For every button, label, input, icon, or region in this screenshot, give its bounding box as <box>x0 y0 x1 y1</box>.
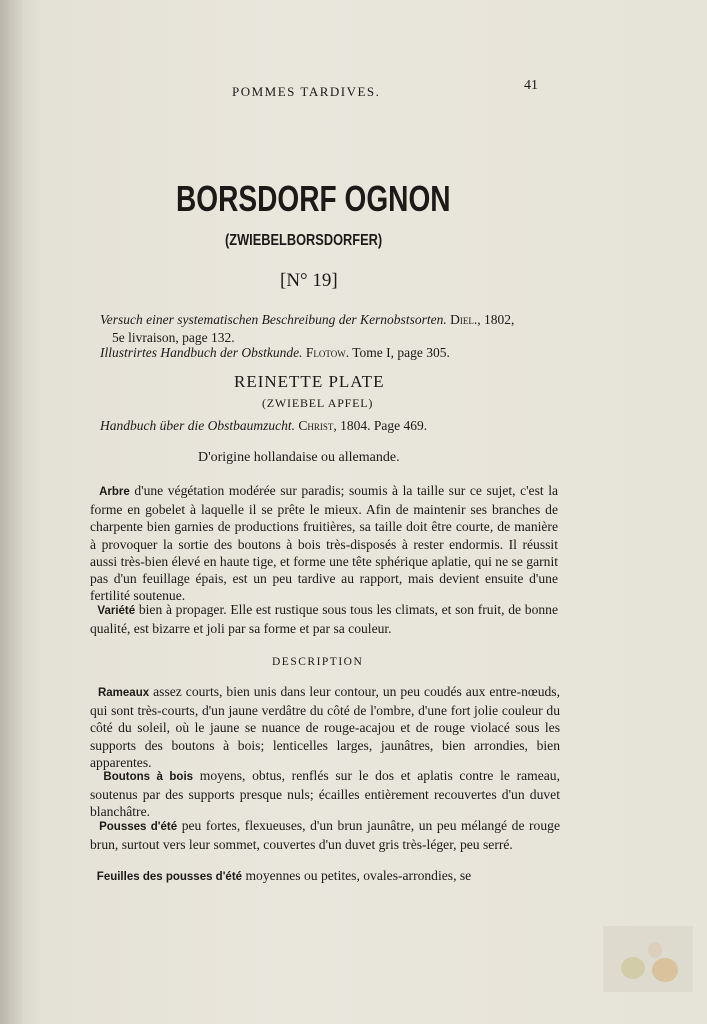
synonym-reference <box>100 418 427 434</box>
paragraph-variete <box>90 601 558 637</box>
paragraph-text: moyennes ou petites, ovales-arrondies, se <box>242 868 472 883</box>
running-head: POMMES TARDIVES. <box>232 84 381 99</box>
paragraph-text: assez courts, bien unis dans leur contour, un peu coudés aux entre-nœuds, qui sont très-courts, d'un jaune verdâtre du côté de l'ombre, d'une fort jolie couleur du côté du soleil, où le jaune se nuance de rouge-acajou et de rouge violacé sous les supports des boutons à bois; lenticelles larges, jaunâtres, bien arrondies, bien apparentes. <box>90 684 560 770</box>
paragraph-text: bien à propager. Elle est rustique sous tous les climats, et son fruit, de bonne qualité, est bizarre et joli par sa forme et par sa couleur. <box>90 602 558 637</box>
reference-details: 5e livraison, page 132. <box>112 330 235 345</box>
page-title: BORSDORF OGNON <box>176 178 451 219</box>
reference-line <box>100 345 450 361</box>
reference-line <box>100 312 514 328</box>
reference-details: ., 1802, <box>473 312 515 327</box>
paragraph-text: peu fortes, flexueuses, d'un brun jaunâtre, un peu mélangé de rouge brun, surtout vers leur sommet, couvertes d'un duvet gris très-léger, peu serré. <box>90 818 560 853</box>
paragraph-lead: Feuilles des pousses d'été <box>96 871 243 883</box>
synonym-title: REINETTE PLATE <box>234 372 385 391</box>
page-subtitle: (ZWIEBELBORSDORFER) <box>225 232 383 249</box>
paragraph-text: moyens, obtus, renflés sur le dos et aplatis contre le rameau, soutenus par des supports presque nuls; écailles entièrement recouvertes d'un duvet blanchâtre. <box>90 768 560 820</box>
paragraph-lead: Variété <box>97 605 136 617</box>
reference-author: Flotow <box>305 345 346 360</box>
reference-title: Illustrirtes Handbuch der Obstkunde. <box>100 345 303 360</box>
fruit-illustration-icon <box>603 926 693 992</box>
page-number: 41 <box>524 78 538 93</box>
description-pousses <box>90 817 560 853</box>
paragraph-lead: Pousses d'été <box>99 821 178 833</box>
reference-title: Versuch einer systematischen Beschreibung der Kernobstsorten. <box>100 312 447 327</box>
reference-details: . Tome I, page 305. <box>345 345 450 360</box>
paragraph-text: d'une végétation modérée sur paradis; soumis à la taille sur ce sujet, c'est la forme en gobelet à laquelle il se prête le mieux. Afin de maintenir ses branches de charpente bien garnies de productions fruitières, sa taille doit être courte, de manière à provoquer la sortie des boutons à bois très-disposés à rester endormis. Il réussit aussi très-bien élevé en haute tige, et forme une tête sphérique aplatie, qui ne se garnit pas d'un feuillage épais, est un peu tardive au rapport, mais devient ensuite d'une fertilité soutenue. <box>90 483 559 604</box>
section-heading: DESCRIPTION <box>272 656 364 668</box>
reference-author: Diel <box>450 312 474 327</box>
description-feuilles <box>90 867 560 886</box>
reference-author: Christ <box>298 418 334 433</box>
fruit-thumbnail <box>603 926 693 992</box>
reference-title: Handbuch über die Obstbaumzucht. <box>100 418 295 433</box>
paragraph-lead: Arbre <box>99 486 130 498</box>
variety-number: [N° 19] <box>280 270 338 291</box>
description-boutons <box>90 767 560 821</box>
origin-line: D'origine hollandaise ou allemande. <box>198 450 400 465</box>
paragraph-arbre <box>90 482 558 604</box>
book-gutter <box>0 0 22 1024</box>
description-rameaux <box>90 683 560 771</box>
reference-details: , 1804. Page 469. <box>333 418 428 433</box>
paragraph-lead: Boutons à bois <box>103 771 194 783</box>
synonym-subtitle: (ZWIEBEL APFEL) <box>262 396 374 410</box>
paragraph-lead: Rameaux <box>97 687 150 699</box>
reference-line <box>112 330 235 346</box>
